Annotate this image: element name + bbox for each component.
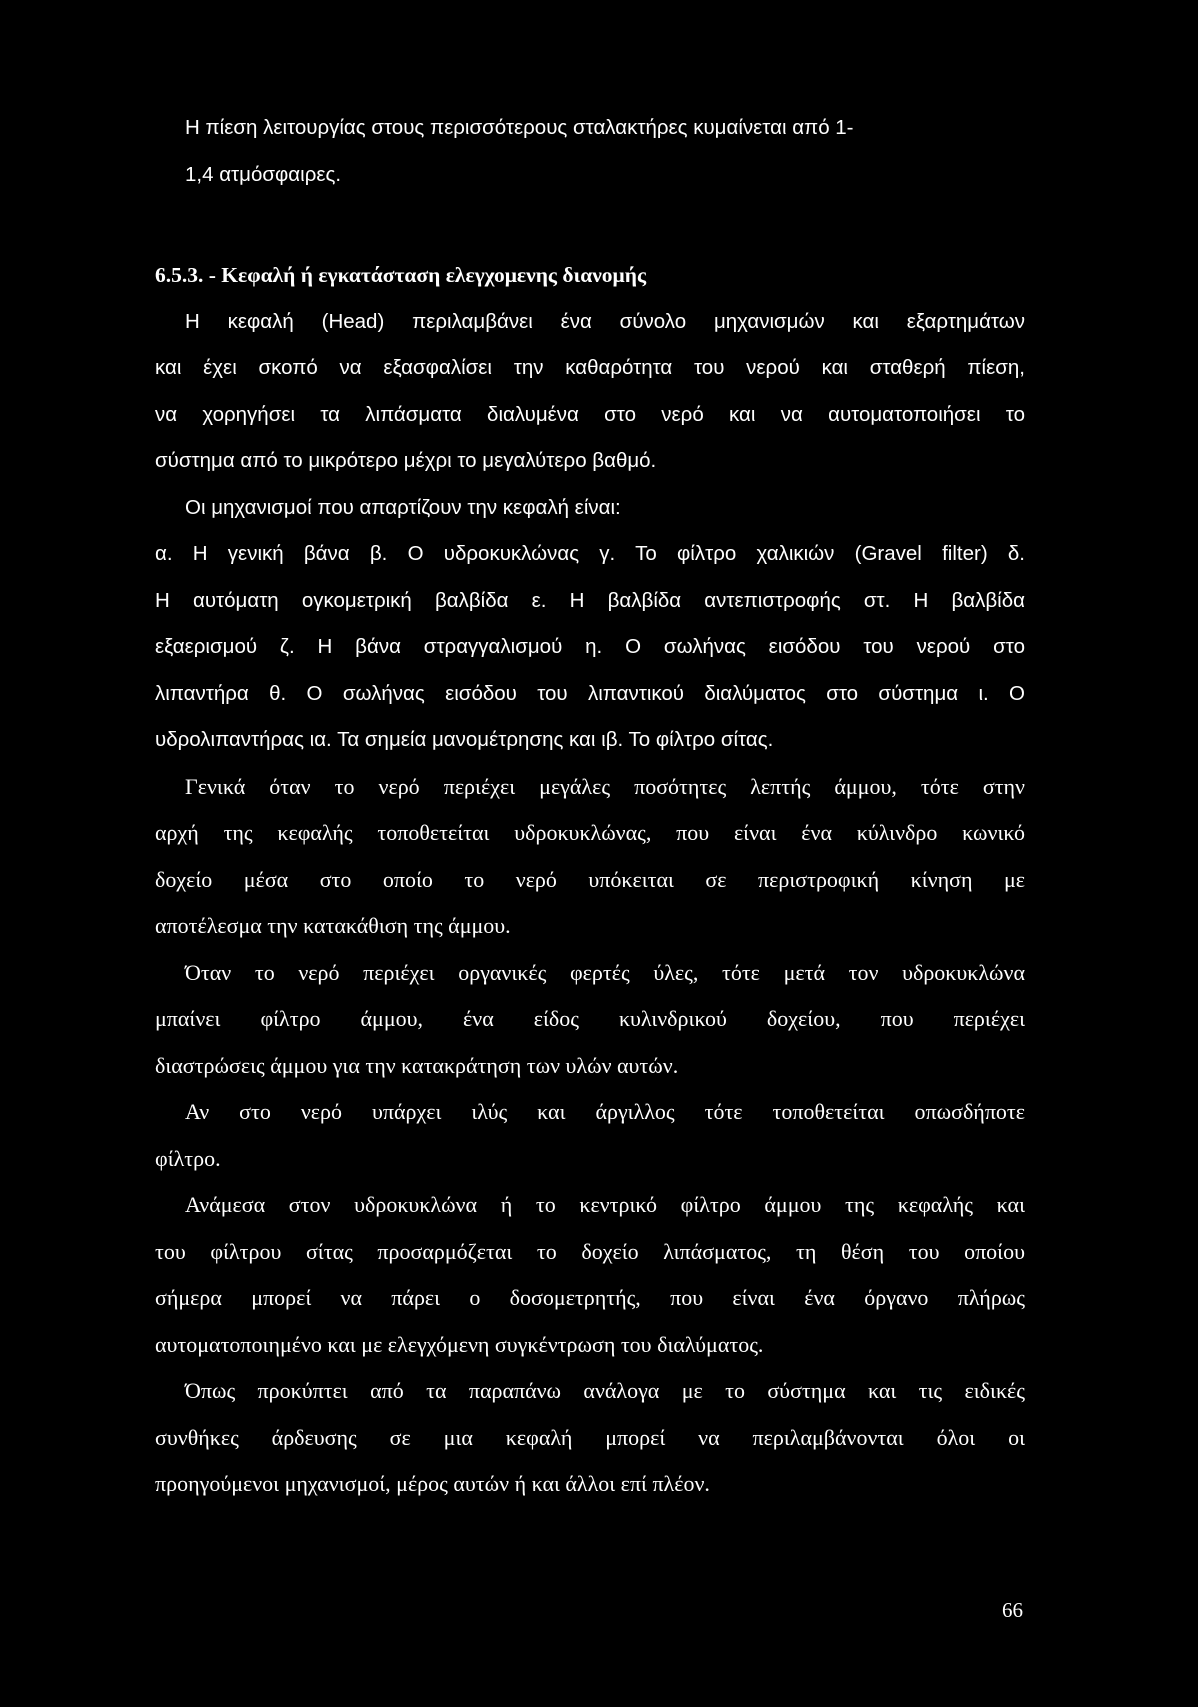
section-6-5-3	[155, 252, 1025, 764]
text-line: μπαίνει φίλτρο άμμου, ένα είδος κυλινδρικού δοχείου, που περιέχει	[155, 1006, 1025, 1031]
components-line: Η αυτόματη ογκομετρική βαλβίδα ε. Η βαλβίδα αντεπιστροφής στ. Η βαλβίδα	[155, 588, 1025, 612]
text-line: σύστημα από το μικρότερο μέχρι το μεγαλύτερο βαθμό.	[155, 449, 657, 472]
spacer	[155, 198, 1025, 252]
paragraph-conclusion	[155, 1368, 1025, 1508]
text-line: να χορηγήσει τα λιπάσματα διαλυμένα στο νερό και να αυτοματοποιήσει το	[155, 402, 1025, 426]
text-line: αποτέλεσμα την κατακάθιση της άμμου.	[155, 913, 511, 938]
components-line: εξαερισμού ζ. Η βάνα στραγγαλισμού η. Ο σωλήνας εισόδου του νερού στο	[155, 635, 1025, 658]
text-line: 1,4 ατμόσφαιρες.	[185, 162, 342, 186]
section-heading: 6.5.3. - Κεφαλή ή εγκατάσταση ελεγχομενης διανομής	[155, 263, 647, 287]
components-line: α. Η γενική βάνα β. Ο υδροκυκλώνας γ. Το φίλτρο χαλικιών (Gravel filter) δ.	[155, 542, 1025, 565]
text-line: του φίλτρου σίτας προσαρμόζεται το δοχείο λιπάσματος, τη θέση του οποίου	[155, 1238, 1025, 1264]
components-line: υδρολιπαντήρας ια. Τα σημεία μανομέτρησης και ιβ. Το φίλτρο σίτας.	[155, 728, 774, 751]
text-line: Η πίεση λειτουργίας στους περισσότερους σταλακτήρες κυμαίνεται από 1-	[185, 116, 854, 139]
text-line: Γενικά όταν το νερό περιέχει μεγάλες ποσότητες λεπτής άμμου, τότε στην	[185, 773, 1025, 799]
text-line: Όταν το νερό περιέχει οργανικές φερτές ύλες, τότε μετά τον υδροκυκλώνα	[185, 959, 1025, 985]
text-line: Όπως προκύπτει από τα παραπάνω ανάλογα με το σύστημα και τις ειδικές	[185, 1378, 1025, 1403]
paragraph-silt	[155, 1089, 1025, 1182]
text-line: δοχείο μέσα στο οποίο το νερό υπόκειται σε περιστροφική κίνηση με	[155, 866, 1025, 892]
text-line: φίλτρο.	[155, 1145, 221, 1171]
text-line: αυτοματοποιημένο και με ελεγχόμενη συγκέντρωση του διαλύματος.	[155, 1331, 764, 1357]
text-line: σήμερα μπορεί να πάρει ο δοσομετρητής, που είναι ένα όργανο πλήρως	[155, 1285, 1025, 1310]
paragraph-hydrocyclone	[155, 764, 1025, 950]
text-line: Ανάμεσα στον υδροκυκλώνα ή το κεντρικό φίλτρο άμμου της κεφαλής και	[185, 1192, 1025, 1217]
text-line: συνθήκες άρδευσης σε μια κεφαλή μπορεί να περιλαμβάνονται όλοι οι	[155, 1424, 1025, 1450]
components-intro: Οι μηχανισμοί που απαρτίζουν την κεφαλή είναι:	[185, 495, 621, 519]
text-line: διαστρώσεις άμμου για την κατακράτηση των υλών αυτών.	[155, 1052, 679, 1078]
text-line: και έχει σκοπό να εξασφαλίσει την καθαρότητα του νερού και σταθερή πίεση,	[155, 356, 1025, 379]
intro-paragraph	[155, 105, 1025, 198]
paragraph-fertilizer-tank	[155, 1182, 1025, 1368]
components-line: λιπαντήρα θ. Ο σωλήνας εισόδου του λιπαντικού διαλύματος στο σύστημα ι. Ο	[155, 681, 1025, 705]
text-line: Αν στο νερό υπάρχει ιλύς και άργιλλος τότε τοποθετείται οπωσδήποτε	[185, 1099, 1025, 1124]
paragraph-sand-filter	[155, 950, 1025, 1090]
text-line: Η κεφαλή (Head) περιλαμβάνει ένα σύνολο μηχανισμών και εξαρτημάτων	[185, 309, 1025, 333]
text-line: προηγούμενοι μηχανισμοί, μέρος αυτών ή και άλλοι επί πλέον.	[155, 1471, 710, 1496]
text-line: αρχή της κεφαλής τοποθετείται υδροκυκλώνας, που είναι ένα κύλινδρο κωνικό	[155, 820, 1025, 845]
document-body	[155, 105, 1025, 1508]
page-number: 66	[1002, 1598, 1023, 1622]
